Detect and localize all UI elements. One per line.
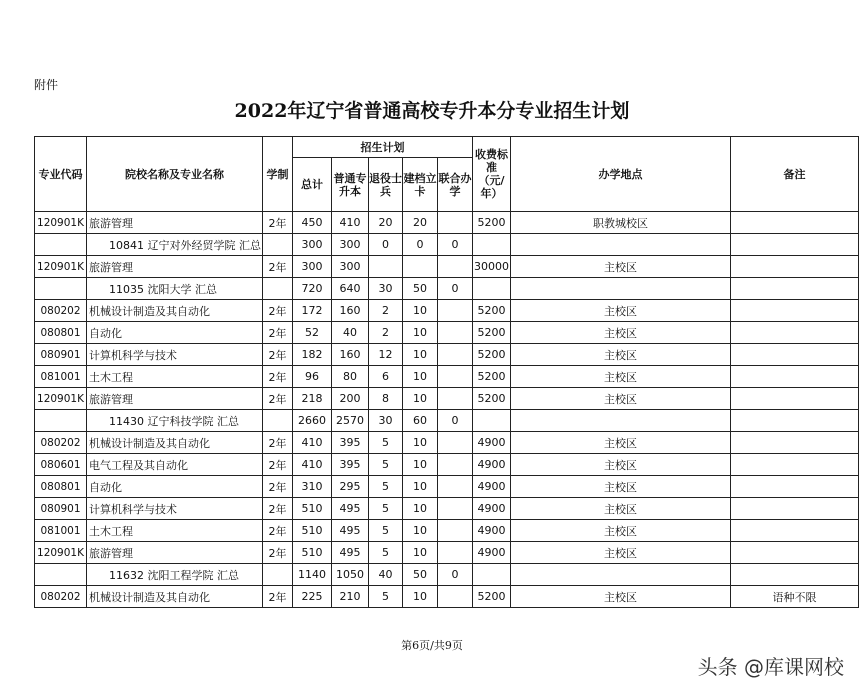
- cell-years: [263, 278, 293, 300]
- cell-poor: 20: [403, 212, 438, 234]
- cell-regular: 40: [332, 322, 369, 344]
- cell-veteran: 40: [369, 564, 403, 586]
- cell-code: [35, 234, 87, 256]
- cell-veteran: 5: [369, 454, 403, 476]
- header-plan: 招生计划: [293, 137, 473, 158]
- cell-poor: 10: [403, 498, 438, 520]
- cell-poor: 10: [403, 344, 438, 366]
- cell-code: 081001: [35, 520, 87, 542]
- cell-poor: 10: [403, 300, 438, 322]
- cell-fee: 4900: [473, 432, 511, 454]
- cell-regular: 395: [332, 454, 369, 476]
- cell-code: [35, 278, 87, 300]
- cell-poor: 50: [403, 278, 438, 300]
- cell-total: 96: [293, 366, 332, 388]
- cell-total: 52: [293, 322, 332, 344]
- cell-fee: 4900: [473, 520, 511, 542]
- cell-years: 2年: [263, 366, 293, 388]
- cell-note: [731, 212, 859, 234]
- cell-years: 2年: [263, 256, 293, 278]
- header-code: 专业代码: [35, 137, 87, 212]
- cell-veteran: 30: [369, 410, 403, 432]
- cell-total: 300: [293, 234, 332, 256]
- cell-total: 225: [293, 586, 332, 608]
- cell-code: 080901: [35, 344, 87, 366]
- cell-name: 计算机科学与技术: [87, 498, 263, 520]
- cell-code: 081001: [35, 366, 87, 388]
- cell-joint: [438, 322, 473, 344]
- cell-total: 720: [293, 278, 332, 300]
- cell-note: 语种不限: [731, 586, 859, 608]
- cell-veteran: 12: [369, 344, 403, 366]
- table-row: [35, 454, 859, 476]
- cell-location: [511, 234, 731, 256]
- cell-veteran: 30: [369, 278, 403, 300]
- cell-note: [731, 256, 859, 278]
- cell-fee: 4900: [473, 542, 511, 564]
- cell-code: 080901: [35, 498, 87, 520]
- cell-veteran: [369, 256, 403, 278]
- cell-years: 2年: [263, 454, 293, 476]
- cell-joint: [438, 542, 473, 564]
- cell-name: 旅游管理: [87, 388, 263, 410]
- cell-location: [511, 278, 731, 300]
- cell-poor: 10: [403, 586, 438, 608]
- cell-joint: 0: [438, 564, 473, 586]
- cell-veteran: 6: [369, 366, 403, 388]
- cell-veteran: 5: [369, 498, 403, 520]
- cell-poor: 10: [403, 476, 438, 498]
- cell-veteran: 0: [369, 234, 403, 256]
- cell-location: 主校区: [511, 498, 731, 520]
- cell-poor: 60: [403, 410, 438, 432]
- cell-location: [511, 564, 731, 586]
- cell-veteran: 20: [369, 212, 403, 234]
- cell-note: [731, 366, 859, 388]
- table-row: [35, 300, 859, 322]
- cell-location: [511, 410, 731, 432]
- cell-regular: 295: [332, 476, 369, 498]
- cell-name: 机械设计制造及其自动化: [87, 586, 263, 608]
- cell-code: 120901K: [35, 256, 87, 278]
- cell-joint: [438, 432, 473, 454]
- table-row: [35, 256, 859, 278]
- cell-total: 510: [293, 542, 332, 564]
- cell-regular: 410: [332, 212, 369, 234]
- cell-poor: 0: [403, 234, 438, 256]
- cell-poor: 10: [403, 520, 438, 542]
- cell-code: 080202: [35, 300, 87, 322]
- cell-poor: 10: [403, 388, 438, 410]
- cell-poor: 10: [403, 542, 438, 564]
- cell-poor: 10: [403, 322, 438, 344]
- cell-fee: [473, 564, 511, 586]
- cell-note: [731, 564, 859, 586]
- cell-location: 主校区: [511, 300, 731, 322]
- header-note: 备注: [731, 137, 859, 212]
- cell-name: 机械设计制造及其自动化: [87, 300, 263, 322]
- cell-veteran: 5: [369, 476, 403, 498]
- cell-code: [35, 410, 87, 432]
- cell-years: 2年: [263, 322, 293, 344]
- table-row: [35, 498, 859, 520]
- table-row: [35, 542, 859, 564]
- cell-veteran: 2: [369, 300, 403, 322]
- page-title: 2022年辽宁省普通高校专升本分专业招生计划: [234, 100, 630, 122]
- page-number: 第6页/共9页: [401, 639, 463, 652]
- table-row: [35, 432, 859, 454]
- cell-veteran: 5: [369, 542, 403, 564]
- cell-veteran: 2: [369, 322, 403, 344]
- cell-poor: 10: [403, 454, 438, 476]
- cell-veteran: 5: [369, 520, 403, 542]
- cell-location: 主校区: [511, 476, 731, 498]
- cell-code: [35, 564, 87, 586]
- cell-joint: [438, 256, 473, 278]
- cell-regular: 395: [332, 432, 369, 454]
- table-row: [35, 212, 859, 234]
- cell-regular: 640: [332, 278, 369, 300]
- watermark: 头条 @库课网校: [697, 655, 844, 679]
- cell-name: 自动化: [87, 476, 263, 498]
- summary-row: [35, 234, 859, 256]
- cell-years: [263, 564, 293, 586]
- table-row: [35, 344, 859, 366]
- cell-years: [263, 410, 293, 432]
- cell-regular: 495: [332, 542, 369, 564]
- cell-joint: [438, 388, 473, 410]
- header-joint: 联合办学: [438, 158, 473, 212]
- cell-joint: [438, 344, 473, 366]
- header-total: 总计: [293, 158, 332, 212]
- cell-fee: 5200: [473, 388, 511, 410]
- cell-code: 120901K: [35, 212, 87, 234]
- cell-veteran: 5: [369, 432, 403, 454]
- cell-joint: [438, 300, 473, 322]
- cell-code: 080601: [35, 454, 87, 476]
- cell-location: 主校区: [511, 388, 731, 410]
- cell-note: [731, 300, 859, 322]
- cell-poor: 10: [403, 432, 438, 454]
- cell-years: 2年: [263, 432, 293, 454]
- cell-fee: [473, 278, 511, 300]
- cell-name: 11430 辽宁科技学院 汇总: [87, 410, 263, 432]
- cell-name: 土木工程: [87, 366, 263, 388]
- cell-fee: 5200: [473, 344, 511, 366]
- cell-name: 旅游管理: [87, 256, 263, 278]
- cell-years: 2年: [263, 212, 293, 234]
- cell-fee: 4900: [473, 476, 511, 498]
- cell-code: 080202: [35, 432, 87, 454]
- cell-poor: 10: [403, 366, 438, 388]
- cell-code: 080801: [35, 322, 87, 344]
- cell-fee: 4900: [473, 498, 511, 520]
- cell-total: 1140: [293, 564, 332, 586]
- cell-regular: 160: [332, 344, 369, 366]
- cell-location: 主校区: [511, 520, 731, 542]
- cell-total: 2660: [293, 410, 332, 432]
- enrollment-plan-table: [34, 136, 859, 608]
- cell-name: 计算机科学与技术: [87, 344, 263, 366]
- cell-location: 主校区: [511, 432, 731, 454]
- cell-regular: 1050: [332, 564, 369, 586]
- summary-row: [35, 278, 859, 300]
- cell-joint: 0: [438, 278, 473, 300]
- cell-years: 2年: [263, 520, 293, 542]
- cell-regular: 210: [332, 586, 369, 608]
- cell-total: 410: [293, 432, 332, 454]
- cell-note: [731, 278, 859, 300]
- cell-location: 主校区: [511, 454, 731, 476]
- cell-code: 120901K: [35, 542, 87, 564]
- cell-name: 自动化: [87, 322, 263, 344]
- cell-years: 2年: [263, 542, 293, 564]
- cell-regular: 495: [332, 498, 369, 520]
- header-veteran: 退役士兵: [369, 158, 403, 212]
- cell-note: [731, 322, 859, 344]
- cell-years: 2年: [263, 586, 293, 608]
- cell-note: [731, 454, 859, 476]
- cell-regular: 300: [332, 256, 369, 278]
- cell-veteran: 8: [369, 388, 403, 410]
- table-row: [35, 388, 859, 410]
- cell-regular: 2570: [332, 410, 369, 432]
- cell-note: [731, 410, 859, 432]
- cell-note: [731, 476, 859, 498]
- cell-code: 080801: [35, 476, 87, 498]
- cell-name: 电气工程及其自动化: [87, 454, 263, 476]
- cell-name: 旅游管理: [87, 212, 263, 234]
- cell-regular: 80: [332, 366, 369, 388]
- table-row: [35, 476, 859, 498]
- cell-joint: [438, 476, 473, 498]
- cell-fee: 30000: [473, 256, 511, 278]
- cell-regular: 300: [332, 234, 369, 256]
- cell-note: [731, 432, 859, 454]
- summary-row: [35, 564, 859, 586]
- cell-years: 2年: [263, 344, 293, 366]
- cell-location: 主校区: [511, 366, 731, 388]
- cell-joint: 0: [438, 410, 473, 432]
- attachment-label: 附件: [34, 78, 59, 92]
- cell-name: 旅游管理: [87, 542, 263, 564]
- cell-name: 11632 沈阳工程学院 汇总: [87, 564, 263, 586]
- cell-location: 主校区: [511, 586, 731, 608]
- cell-years: 2年: [263, 300, 293, 322]
- cell-joint: [438, 586, 473, 608]
- cell-joint: [438, 520, 473, 542]
- cell-note: [731, 520, 859, 542]
- header-years: 学制: [263, 137, 293, 212]
- table-row: [35, 586, 859, 608]
- cell-total: 450: [293, 212, 332, 234]
- cell-joint: [438, 454, 473, 476]
- summary-row: [35, 410, 859, 432]
- header-location: 办学地点: [511, 137, 731, 212]
- cell-years: 2年: [263, 476, 293, 498]
- cell-total: 310: [293, 476, 332, 498]
- cell-poor: [403, 256, 438, 278]
- cell-name: 土木工程: [87, 520, 263, 542]
- cell-note: [731, 234, 859, 256]
- cell-location: 主校区: [511, 344, 731, 366]
- cell-note: [731, 388, 859, 410]
- cell-fee: 5200: [473, 300, 511, 322]
- cell-regular: 200: [332, 388, 369, 410]
- cell-fee: 5200: [473, 322, 511, 344]
- cell-joint: [438, 366, 473, 388]
- cell-fee: 4900: [473, 454, 511, 476]
- header-name: 院校名称及专业名称: [87, 137, 263, 212]
- cell-joint: [438, 498, 473, 520]
- cell-total: 510: [293, 498, 332, 520]
- cell-regular: 495: [332, 520, 369, 542]
- cell-fee: [473, 234, 511, 256]
- header-regular: 普通专升本: [332, 158, 369, 212]
- cell-joint: 0: [438, 234, 473, 256]
- cell-total: 300: [293, 256, 332, 278]
- cell-name: 10841 辽宁对外经贸学院 汇总: [87, 234, 263, 256]
- cell-name: 11035 沈阳大学 汇总: [87, 278, 263, 300]
- cell-total: 182: [293, 344, 332, 366]
- cell-location: 职教城校区: [511, 212, 731, 234]
- cell-fee: 5200: [473, 586, 511, 608]
- cell-years: 2年: [263, 498, 293, 520]
- cell-years: [263, 234, 293, 256]
- cell-total: 218: [293, 388, 332, 410]
- header-poor: 建档立卡: [403, 158, 438, 212]
- cell-location: 主校区: [511, 542, 731, 564]
- cell-fee: 5200: [473, 366, 511, 388]
- cell-note: [731, 498, 859, 520]
- cell-total: 410: [293, 454, 332, 476]
- cell-fee: 5200: [473, 212, 511, 234]
- header-fee: 收费标准（元/年）: [473, 137, 511, 212]
- table-row: [35, 520, 859, 542]
- cell-poor: 50: [403, 564, 438, 586]
- cell-joint: [438, 212, 473, 234]
- cell-veteran: 5: [369, 586, 403, 608]
- cell-name: 机械设计制造及其自动化: [87, 432, 263, 454]
- cell-years: 2年: [263, 388, 293, 410]
- table-row: [35, 322, 859, 344]
- cell-location: 主校区: [511, 256, 731, 278]
- table-row: [35, 366, 859, 388]
- cell-note: [731, 344, 859, 366]
- cell-regular: 160: [332, 300, 369, 322]
- cell-location: 主校区: [511, 322, 731, 344]
- cell-fee: [473, 410, 511, 432]
- cell-total: 172: [293, 300, 332, 322]
- cell-total: 510: [293, 520, 332, 542]
- cell-note: [731, 542, 859, 564]
- cell-code: 080202: [35, 586, 87, 608]
- cell-code: 120901K: [35, 388, 87, 410]
